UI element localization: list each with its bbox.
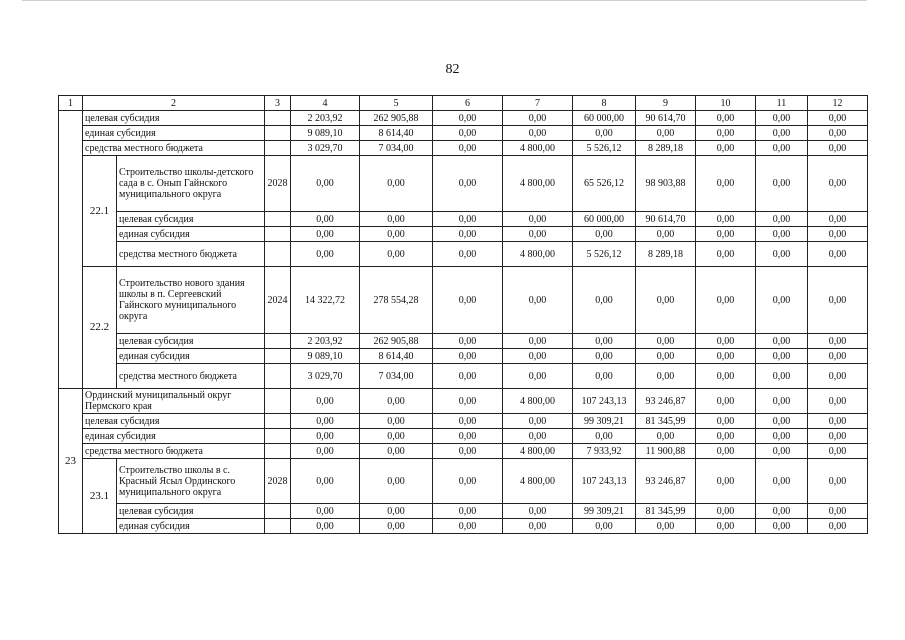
value-cell: 0,00 bbox=[756, 349, 808, 364]
value-cell: 0,00 bbox=[696, 212, 756, 227]
value-cell: 0,00 bbox=[503, 212, 573, 227]
value-cell: 0,00 bbox=[291, 504, 360, 519]
value-cell: 5 526,12 bbox=[573, 242, 636, 267]
value-cell: 0,00 bbox=[291, 212, 360, 227]
value-cell: 4 800,00 bbox=[503, 242, 573, 267]
value-cell: 0,00 bbox=[291, 156, 360, 212]
value-cell: 0,00 bbox=[433, 156, 503, 212]
value-cell: 60 000,00 bbox=[573, 212, 636, 227]
value-cell: 0,00 bbox=[756, 504, 808, 519]
value-cell: 60 000,00 bbox=[573, 111, 636, 126]
value-cell: 0,00 bbox=[360, 429, 433, 444]
value-cell: 0,00 bbox=[696, 156, 756, 212]
value-cell: 0,00 bbox=[808, 519, 868, 534]
table-row bbox=[59, 444, 868, 459]
value-cell: 0,00 bbox=[756, 444, 808, 459]
table-row bbox=[59, 111, 868, 126]
value-cell: 9 089,10 bbox=[291, 126, 360, 141]
row-year bbox=[265, 242, 291, 267]
value-cell: 0,00 bbox=[433, 504, 503, 519]
row-year bbox=[265, 212, 291, 227]
value-cell: 8 289,18 bbox=[636, 141, 696, 156]
value-cell: 0,00 bbox=[503, 519, 573, 534]
value-cell: 0,00 bbox=[808, 212, 868, 227]
value-cell: 0,00 bbox=[696, 349, 756, 364]
value-cell: 0,00 bbox=[808, 459, 868, 504]
row-year: 2028 bbox=[265, 459, 291, 504]
value-cell: 0,00 bbox=[291, 519, 360, 534]
table-row bbox=[59, 414, 868, 429]
value-cell: 0,00 bbox=[291, 459, 360, 504]
row-index-cell bbox=[59, 111, 83, 389]
value-cell: 0,00 bbox=[433, 267, 503, 334]
value-cell: 0,00 bbox=[360, 242, 433, 267]
value-cell: 0,00 bbox=[696, 227, 756, 242]
header-cell: 7 bbox=[503, 96, 573, 111]
value-cell: 0,00 bbox=[696, 141, 756, 156]
value-cell: 0,00 bbox=[573, 267, 636, 334]
table-row bbox=[59, 212, 868, 227]
value-cell: 0,00 bbox=[360, 212, 433, 227]
value-cell: 0,00 bbox=[696, 364, 756, 389]
header-cell: 10 bbox=[696, 96, 756, 111]
value-cell: 98 903,88 bbox=[636, 156, 696, 212]
header-cell: 11 bbox=[756, 96, 808, 111]
page-number: 82 bbox=[445, 62, 460, 77]
value-cell: 0,00 bbox=[756, 334, 808, 349]
value-cell: 0,00 bbox=[808, 429, 868, 444]
value-cell: 0,00 bbox=[503, 504, 573, 519]
value-cell: 278 554,28 bbox=[360, 267, 433, 334]
table-row bbox=[59, 349, 868, 364]
value-cell: 0,00 bbox=[503, 334, 573, 349]
value-cell: 0,00 bbox=[433, 519, 503, 534]
budget-table bbox=[58, 95, 868, 534]
header-cell: 6 bbox=[433, 96, 503, 111]
row-label: единая субсидия bbox=[83, 429, 265, 444]
value-cell: 7 034,00 bbox=[360, 141, 433, 156]
value-cell: 93 246,87 bbox=[636, 459, 696, 504]
value-cell: 8 614,40 bbox=[360, 349, 433, 364]
value-cell: 0,00 bbox=[696, 126, 756, 141]
table-row bbox=[59, 519, 868, 534]
value-cell: 0,00 bbox=[696, 459, 756, 504]
value-cell: 262 905,88 bbox=[360, 334, 433, 349]
value-cell: 0,00 bbox=[573, 334, 636, 349]
value-cell: 107 243,13 bbox=[573, 459, 636, 504]
row-year bbox=[265, 227, 291, 242]
row-year bbox=[265, 349, 291, 364]
value-cell: 90 614,70 bbox=[636, 111, 696, 126]
value-cell: 0,00 bbox=[808, 111, 868, 126]
row-label: единая субсидия bbox=[117, 519, 265, 534]
value-cell: 0,00 bbox=[808, 242, 868, 267]
value-cell: 0,00 bbox=[433, 444, 503, 459]
value-cell: 107 243,13 bbox=[573, 389, 636, 414]
value-cell: 14 322,72 bbox=[291, 267, 360, 334]
value-cell: 0,00 bbox=[756, 364, 808, 389]
header-cell: 2 bbox=[83, 96, 265, 111]
value-cell: 0,00 bbox=[573, 126, 636, 141]
value-cell: 0,00 bbox=[696, 504, 756, 519]
row-label: средства местного бюджета bbox=[83, 141, 265, 156]
row-year bbox=[265, 141, 291, 156]
row-year bbox=[265, 126, 291, 141]
value-cell: 4 800,00 bbox=[503, 444, 573, 459]
sub-index-cell: 23.1 bbox=[83, 459, 117, 534]
value-cell: 0,00 bbox=[636, 349, 696, 364]
value-cell: 4 800,00 bbox=[503, 389, 573, 414]
value-cell: 81 345,99 bbox=[636, 504, 696, 519]
value-cell: 0,00 bbox=[573, 349, 636, 364]
row-label: целевая субсидия bbox=[117, 212, 265, 227]
value-cell: 0,00 bbox=[808, 227, 868, 242]
value-cell: 262 905,88 bbox=[360, 111, 433, 126]
value-cell: 0,00 bbox=[808, 349, 868, 364]
table-row bbox=[59, 242, 868, 267]
value-cell: 0,00 bbox=[636, 126, 696, 141]
value-cell: 65 526,12 bbox=[573, 156, 636, 212]
value-cell: 99 309,21 bbox=[573, 414, 636, 429]
value-cell: 0,00 bbox=[291, 389, 360, 414]
value-cell: 0,00 bbox=[756, 414, 808, 429]
table-row bbox=[59, 141, 868, 156]
value-cell: 0,00 bbox=[696, 519, 756, 534]
value-cell: 0,00 bbox=[433, 389, 503, 414]
table-row bbox=[59, 126, 868, 141]
table-row bbox=[59, 267, 868, 334]
value-cell: 0,00 bbox=[808, 414, 868, 429]
table-row bbox=[59, 459, 868, 504]
header-cell: 5 bbox=[360, 96, 433, 111]
value-cell: 0,00 bbox=[573, 227, 636, 242]
value-cell: 0,00 bbox=[808, 334, 868, 349]
row-label: Строительство школы в с. Красный Ясыл Ординского муниципального округа bbox=[117, 459, 265, 504]
row-year: 2028 bbox=[265, 156, 291, 212]
table-row bbox=[59, 389, 868, 414]
value-cell: 0,00 bbox=[360, 156, 433, 212]
value-cell: 0,00 bbox=[360, 389, 433, 414]
value-cell: 0,00 bbox=[360, 444, 433, 459]
value-cell: 0,00 bbox=[503, 267, 573, 334]
value-cell: 0,00 bbox=[756, 459, 808, 504]
value-cell: 0,00 bbox=[636, 267, 696, 334]
value-cell: 0,00 bbox=[636, 519, 696, 534]
value-cell: 99 309,21 bbox=[573, 504, 636, 519]
value-cell: 0,00 bbox=[433, 334, 503, 349]
header-cell: 8 bbox=[573, 96, 636, 111]
row-label: единая субсидия bbox=[117, 349, 265, 364]
value-cell: 0,00 bbox=[808, 364, 868, 389]
value-cell: 0,00 bbox=[756, 242, 808, 267]
value-cell: 0,00 bbox=[696, 389, 756, 414]
value-cell: 0,00 bbox=[808, 504, 868, 519]
row-year bbox=[265, 334, 291, 349]
table-row bbox=[59, 364, 868, 389]
value-cell: 0,00 bbox=[756, 156, 808, 212]
value-cell: 0,00 bbox=[696, 242, 756, 267]
header-cell: 4 bbox=[291, 96, 360, 111]
value-cell: 7 034,00 bbox=[360, 364, 433, 389]
value-cell: 0,00 bbox=[503, 349, 573, 364]
value-cell: 0,00 bbox=[291, 242, 360, 267]
value-cell: 0,00 bbox=[756, 267, 808, 334]
value-cell: 0,00 bbox=[503, 227, 573, 242]
row-label: Строительство школы-детского сада в с. Онып Гайнского муниципального округа bbox=[117, 156, 265, 212]
row-label: единая субсидия bbox=[83, 126, 265, 141]
value-cell: 0,00 bbox=[433, 364, 503, 389]
value-cell: 0,00 bbox=[433, 349, 503, 364]
value-cell: 0,00 bbox=[433, 141, 503, 156]
value-cell: 0,00 bbox=[808, 141, 868, 156]
value-cell: 0,00 bbox=[696, 334, 756, 349]
value-cell: 0,00 bbox=[808, 126, 868, 141]
value-cell: 0,00 bbox=[636, 364, 696, 389]
value-cell: 0,00 bbox=[636, 227, 696, 242]
sub-index-cell: 22.2 bbox=[83, 267, 117, 389]
value-cell: 0,00 bbox=[756, 126, 808, 141]
value-cell: 0,00 bbox=[360, 227, 433, 242]
value-cell: 93 246,87 bbox=[636, 389, 696, 414]
value-cell: 3 029,70 bbox=[291, 364, 360, 389]
value-cell: 7 933,92 bbox=[573, 444, 636, 459]
row-label: единая субсидия bbox=[117, 227, 265, 242]
value-cell: 0,00 bbox=[573, 364, 636, 389]
value-cell: 2 203,92 bbox=[291, 334, 360, 349]
row-label: средства местного бюджета bbox=[83, 444, 265, 459]
value-cell: 0,00 bbox=[756, 111, 808, 126]
row-year bbox=[265, 389, 291, 414]
value-cell: 8 289,18 bbox=[636, 242, 696, 267]
value-cell: 0,00 bbox=[636, 429, 696, 444]
value-cell: 0,00 bbox=[696, 414, 756, 429]
value-cell: 4 800,00 bbox=[503, 156, 573, 212]
value-cell: 0,00 bbox=[696, 444, 756, 459]
row-year bbox=[265, 111, 291, 126]
table-row bbox=[59, 334, 868, 349]
value-cell: 0,00 bbox=[291, 429, 360, 444]
value-cell: 0,00 bbox=[808, 156, 868, 212]
value-cell: 0,00 bbox=[291, 227, 360, 242]
row-label: целевая субсидия bbox=[83, 414, 265, 429]
value-cell: 0,00 bbox=[696, 111, 756, 126]
value-cell: 0,00 bbox=[433, 212, 503, 227]
value-cell: 0,00 bbox=[503, 414, 573, 429]
value-cell: 0,00 bbox=[291, 444, 360, 459]
value-cell: 8 614,40 bbox=[360, 126, 433, 141]
page-top-edge bbox=[22, 0, 867, 1]
value-cell: 0,00 bbox=[696, 429, 756, 444]
value-cell: 0,00 bbox=[756, 429, 808, 444]
value-cell: 0,00 bbox=[808, 267, 868, 334]
row-year bbox=[265, 504, 291, 519]
value-cell: 4 800,00 bbox=[503, 459, 573, 504]
value-cell: 3 029,70 bbox=[291, 141, 360, 156]
row-year bbox=[265, 519, 291, 534]
value-cell: 0,00 bbox=[433, 126, 503, 141]
row-year bbox=[265, 429, 291, 444]
value-cell: 0,00 bbox=[808, 444, 868, 459]
value-cell: 0,00 bbox=[433, 227, 503, 242]
value-cell: 9 089,10 bbox=[291, 349, 360, 364]
value-cell: 0,00 bbox=[433, 414, 503, 429]
table-row bbox=[59, 156, 868, 212]
value-cell: 0,00 bbox=[756, 389, 808, 414]
header-cell: 3 bbox=[265, 96, 291, 111]
value-cell: 2 203,92 bbox=[291, 111, 360, 126]
value-cell: 0,00 bbox=[360, 459, 433, 504]
row-index-cell: 23 bbox=[59, 389, 83, 534]
row-label: средства местного бюджета bbox=[117, 364, 265, 389]
value-cell: 0,00 bbox=[291, 414, 360, 429]
value-cell: 0,00 bbox=[756, 227, 808, 242]
table-row bbox=[59, 429, 868, 444]
header-row bbox=[59, 96, 868, 111]
value-cell: 0,00 bbox=[756, 212, 808, 227]
row-year bbox=[265, 364, 291, 389]
row-year bbox=[265, 414, 291, 429]
value-cell: 0,00 bbox=[503, 126, 573, 141]
row-year bbox=[265, 444, 291, 459]
header-cell: 9 bbox=[636, 96, 696, 111]
value-cell: 0,00 bbox=[433, 459, 503, 504]
row-label: средства местного бюджета bbox=[117, 242, 265, 267]
value-cell: 0,00 bbox=[503, 111, 573, 126]
row-label: целевая субсидия bbox=[117, 334, 265, 349]
value-cell: 0,00 bbox=[503, 364, 573, 389]
value-cell: 0,00 bbox=[433, 429, 503, 444]
value-cell: 0,00 bbox=[756, 141, 808, 156]
value-cell: 90 614,70 bbox=[636, 212, 696, 227]
row-label: Строительство нового здания школы в п. Сергеевский Гайнского муниципального округа bbox=[117, 267, 265, 334]
value-cell: 0,00 bbox=[573, 519, 636, 534]
value-cell: 5 526,12 bbox=[573, 141, 636, 156]
value-cell: 0,00 bbox=[808, 389, 868, 414]
header-cell: 1 bbox=[59, 96, 83, 111]
row-label: Ординский муниципальный округ Пермского края bbox=[83, 389, 265, 414]
value-cell: 0,00 bbox=[433, 111, 503, 126]
value-cell: 0,00 bbox=[503, 429, 573, 444]
value-cell: 81 345,99 bbox=[636, 414, 696, 429]
value-cell: 11 900,88 bbox=[636, 444, 696, 459]
row-label: целевая субсидия bbox=[83, 111, 265, 126]
sub-index-cell: 22.1 bbox=[83, 156, 117, 267]
value-cell: 0,00 bbox=[360, 414, 433, 429]
row-label: целевая субсидия bbox=[117, 504, 265, 519]
value-cell: 0,00 bbox=[756, 519, 808, 534]
table-row bbox=[59, 227, 868, 242]
value-cell: 0,00 bbox=[696, 267, 756, 334]
header-cell: 12 bbox=[808, 96, 868, 111]
value-cell: 0,00 bbox=[360, 519, 433, 534]
value-cell: 0,00 bbox=[360, 504, 433, 519]
value-cell: 0,00 bbox=[636, 334, 696, 349]
value-cell: 4 800,00 bbox=[503, 141, 573, 156]
table-row bbox=[59, 504, 868, 519]
value-cell: 0,00 bbox=[573, 429, 636, 444]
value-cell: 0,00 bbox=[433, 242, 503, 267]
row-year: 2024 bbox=[265, 267, 291, 334]
